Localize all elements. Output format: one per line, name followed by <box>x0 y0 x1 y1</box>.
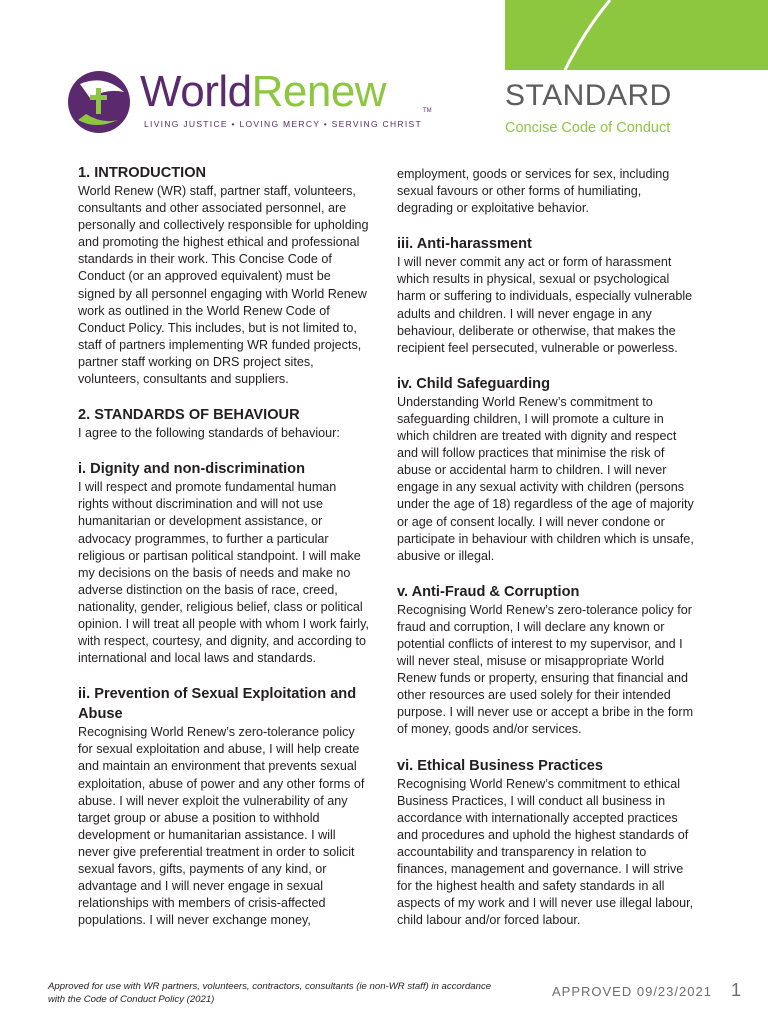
harassment-section <box>397 234 697 357</box>
harassment-heading: iii. Anti-harassment <box>397 236 532 253</box>
logo-word-renew: Renew <box>251 67 387 116</box>
child-body: Understanding World Renew’s commitment to safeguarding children, I will promote a culture in which children are treated with dignity and respect and will follow practices that minimise the risk of abuse or accidental harm to children. I will never engage in any sexual activity with children (persons under the age of 18) regardless of the age of majority or age of consent locally. I will never condone or participate in behaviour with children which is unsafe, abusive or illegal. <box>397 394 694 563</box>
psea-section <box>78 684 370 929</box>
document-subtitle: Concise Code of Conduct <box>505 120 671 136</box>
business-section <box>397 756 697 930</box>
business-body: Recognising World Renew’s commitment to ethical Business Practices, I will conduct all business in accordance with internationally accepted practices and procedures and uphold the highest standards of accountability and transparency in relation to finances, management and governance. I will strive for the highest health and safety standards in all aspects of my work and I will never use illegal labour, child labour and/or forced labour. <box>397 776 694 928</box>
dignity-section <box>78 459 370 667</box>
standards-heading: 2. STANDARDS OF BEHAVIOUR <box>78 407 300 424</box>
fraud-body: Recognising World Renew’s zero-tolerance policy for fraud and corruption, I will declare any known or potential conflicts of interest to my supervisor, and I will never steal, misuse or misappropriate World Renew funds or property, ensuring that financial and other resources are used solely for their intended purpose. I will never use or accept a bribe in the form of money, goods and/or services. <box>397 602 694 737</box>
footer-approval-note: Approved for use with WR partners, volunteers, contractors, consultants (ie non-WR staff) in accordance with the Code of Conduct Policy (2021) <box>48 981 492 1005</box>
introduction-body: World Renew (WR) staff, partner staff, volunteers, consultants and other associated personnel, are personally and collectively responsible for upholding and promoting the highest ethical and professional standards in their work. This Concise Code of Conduct (or an approved equivalent) must be signed by all personnel engaging with World Renew work as outlined in the World Renew Code of Conduct Policy. This includes, but is not limited to, staff of partners implementing WR funded projects, partner staff working on DRS project sites, volunteers, consultants and suppliers. <box>78 184 369 387</box>
dignity-body: I will respect and promote fundamental human rights without discrimination and will not use humanitarian or development assistance, or advocacy programmes, to further a particular religious or partisan political standpoint. I will make my decisions on the basis of needs and make no adverse distinction on the basis of race, creed, nationality, gender, religious belief, class or political opinion. I will treat all people with whom I work fairly, with respect, courtesy, and dignity, and according to international and local laws and standards. <box>78 480 369 666</box>
header-green-band <box>505 0 768 70</box>
introduction-section <box>78 163 370 388</box>
header-swoosh <box>505 0 768 70</box>
logo-word-world: World <box>140 67 252 116</box>
psea-body-part2: employment, goods or services for sex, including sexual favours or other forms of humiliating, degrading or exploitative behavior. <box>397 167 670 216</box>
dignity-heading: i. Dignity and non-discrimination <box>78 461 306 478</box>
business-heading: vi. Ethical Business Practices <box>397 757 604 774</box>
world-renew-logo <box>66 68 436 138</box>
standards-body: I agree to the following standards of behaviour: <box>78 426 340 441</box>
child-section <box>397 374 697 565</box>
child-heading: iv. Child Safeguarding <box>397 375 550 392</box>
harassment-body: I will never commit any act or form of harassment which results in physical, sexual or psychological harm or suffering to individuals, especially vulnerable adults and children. I will never engage in any behaviour, deliberate or otherwise, that makes the recipient feel persecuted, vulnerable or powerless. <box>397 255 693 355</box>
psea-continued <box>397 166 697 217</box>
document-type: STANDARD <box>505 79 672 112</box>
logo-trademark: TM <box>423 108 432 114</box>
introduction-heading: 1. INTRODUCTION <box>78 165 207 181</box>
logo-wordmark <box>140 64 386 120</box>
logo-cross-icon <box>66 68 138 138</box>
psea-body-part1: Recognising World Renew’s zero-tolerance policy for sexual exploitation and abuse, I will help create and maintain an environment that prevents sexual exploitation, abuse of power and any other forms of abuse. I will never exploit the vulnerability of any target group or abuse a position to withhold development or humanitarian assistance. I will never give preferential treatment in order to solicit sexual favors, gifts, payments of any kind, or advantage and I will never engage in sexual relationships with members of crisis-affected populations. I will never exchange money, <box>78 725 365 928</box>
footer-approved-date: APPROVED 09/23/2021 <box>552 984 712 999</box>
page-number: 1 <box>731 980 742 1000</box>
fraud-section <box>397 582 697 739</box>
logo-tagline: LIVING JUSTICE • LOVING MERCY • SERVING CHRIST <box>144 119 422 129</box>
fraud-heading: v. Anti-Fraud & Corruption <box>397 583 580 600</box>
psea-heading: ii. Prevention of Sexual Exploitation and Abuse <box>78 686 357 723</box>
left-column <box>78 163 370 946</box>
right-column <box>397 166 697 946</box>
standards-section <box>78 405 370 442</box>
